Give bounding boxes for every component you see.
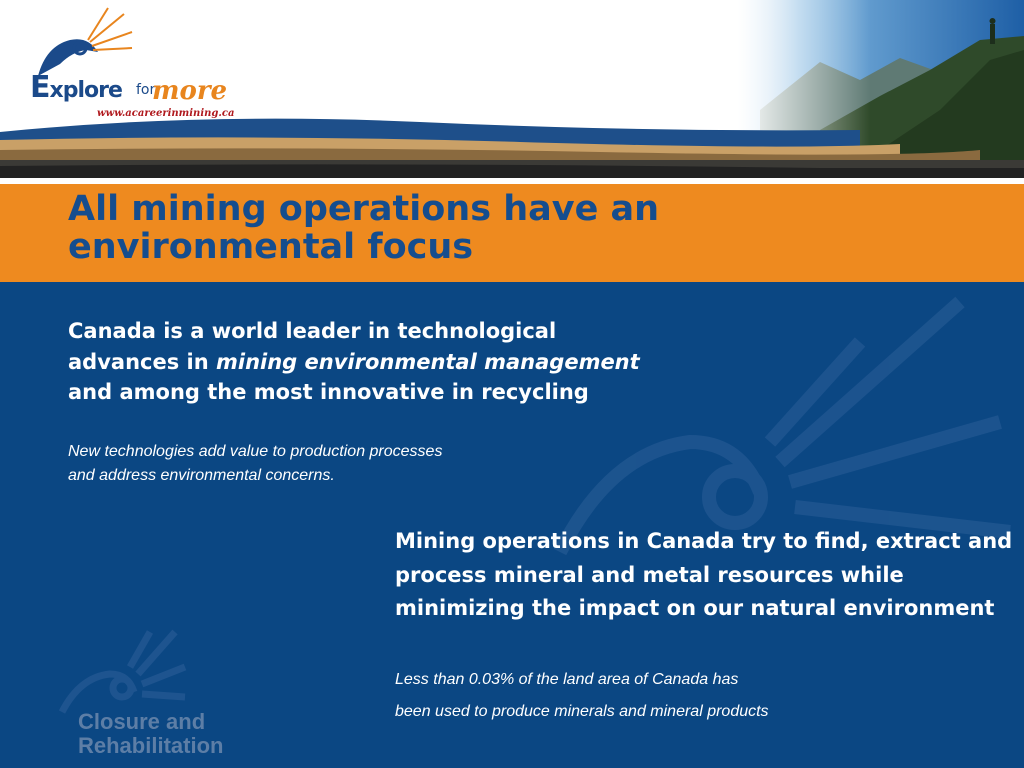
explore-for-more-logo bbox=[28, 6, 228, 124]
title-line-2: environmental focus bbox=[68, 227, 474, 267]
logo-word-rest: xplore bbox=[49, 78, 122, 103]
logo-initial: E bbox=[30, 70, 50, 105]
page-title bbox=[68, 190, 968, 266]
section1-text-part2: and among the most innovative in recycling bbox=[68, 380, 589, 404]
watermark-line2: Rehabilitation bbox=[78, 733, 224, 758]
logo-more: more bbox=[152, 76, 228, 106]
section1-text-italic: mining environmental management bbox=[215, 349, 640, 374]
header-banner bbox=[0, 0, 1024, 178]
section2-subtext bbox=[395, 664, 955, 728]
section1-subtext-line1: New technologies add value to production processes bbox=[68, 443, 443, 460]
logo-mountain-icon bbox=[28, 6, 228, 124]
logo-for: for bbox=[136, 82, 156, 98]
section2-subtext-line1: Less than 0.03% of the land area of Canada has bbox=[395, 671, 739, 688]
section1-subtext-line2: and address environmental concerns. bbox=[68, 467, 335, 484]
section1-paragraph bbox=[68, 316, 668, 408]
logo-url: www.acareerinmining.ca bbox=[97, 108, 235, 119]
logo-wordmark bbox=[30, 70, 122, 105]
section1-subtext bbox=[68, 440, 588, 488]
title-line-1: All mining operations have an bbox=[68, 189, 660, 229]
closure-rehabilitation-watermark bbox=[78, 710, 223, 758]
section2-subtext-line2: been used to produce minerals and mineral products bbox=[395, 703, 769, 720]
section2-paragraph: Mining operations in Canada try to find, extract and process mineral and metal resources while minimizing the impact on our natural environment bbox=[395, 529, 1013, 620]
section1-text-part1: Canada is a world leader in technological advances in bbox=[68, 319, 557, 374]
watermark-line1: Closure and bbox=[78, 709, 206, 734]
